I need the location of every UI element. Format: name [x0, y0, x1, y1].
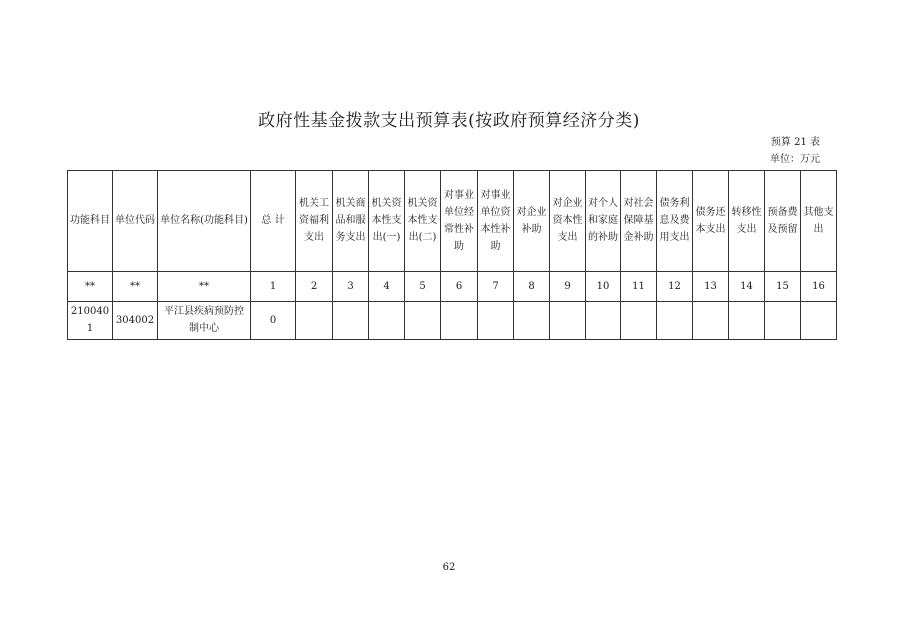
empty-cell [478, 301, 514, 339]
function-code-cell: 2100401 [68, 301, 113, 339]
header-cell: 单位名称(功能科目) [158, 171, 251, 272]
index-cell: 1 [251, 271, 296, 301]
index-cell: 5 [405, 271, 441, 301]
header-cell: 机关资本性支出(一) [369, 171, 405, 272]
header-cell: 对社会保障基金补助 [621, 171, 657, 272]
header-row [68, 171, 837, 272]
index-cell: 7 [478, 271, 514, 301]
index-row [68, 271, 837, 301]
header-cell: 转移性支出 [729, 171, 765, 272]
header-cell: 对企业资本性支出 [550, 171, 586, 272]
index-cell: ** [158, 271, 251, 301]
empty-cell [801, 301, 837, 339]
unit-label: 单位：万元 [770, 154, 820, 165]
page-number: 62 [442, 562, 456, 573]
index-cell: 13 [693, 271, 729, 301]
index-cell: 6 [441, 271, 478, 301]
index-cell: 9 [550, 271, 586, 301]
empty-cell [296, 301, 333, 339]
index-cell: ** [113, 271, 158, 301]
index-cell: 11 [621, 271, 657, 301]
index-cell: ** [68, 271, 113, 301]
total-cell: 0 [251, 301, 296, 339]
empty-cell [586, 301, 621, 339]
empty-cell [550, 301, 586, 339]
unit-name-cell: 平江县疾病预防控制中心 [158, 301, 251, 339]
index-cell: 3 [333, 271, 369, 301]
empty-cell [729, 301, 765, 339]
index-cell: 14 [729, 271, 765, 301]
index-cell: 2 [296, 271, 333, 301]
table-row [68, 301, 837, 339]
unit-code-cell: 304002 [113, 301, 158, 339]
header-cell: 总 计 [251, 171, 296, 272]
header-cell: 对事业单位资本性补助 [478, 171, 514, 272]
table-number: 预算 21 表 [770, 137, 820, 148]
empty-cell [693, 301, 729, 339]
header-cell: 债务还本支出 [693, 171, 729, 272]
empty-cell [514, 301, 550, 339]
header-cell: 机关工资福利支出 [296, 171, 333, 272]
header-cell: 其他支出 [801, 171, 837, 272]
header-cell: 机关商品和服务支出 [333, 171, 369, 272]
empty-cell [657, 301, 693, 339]
header-cell: 对事业单位经常性补助 [441, 171, 478, 272]
empty-cell [369, 301, 405, 339]
index-cell: 4 [369, 271, 405, 301]
index-cell: 8 [514, 271, 550, 301]
empty-cell [405, 301, 441, 339]
header-cell: 对个人和家庭的补助 [586, 171, 621, 272]
index-cell: 15 [765, 271, 801, 301]
header-cell: 预备费及预留 [765, 171, 801, 272]
empty-cell [333, 301, 369, 339]
header-cell: 单位代码 [113, 171, 158, 272]
index-cell: 12 [657, 271, 693, 301]
header-cell: 功能科目 [68, 171, 113, 272]
index-cell: 10 [586, 271, 621, 301]
page-title: 政府性基金拨款支出预算表(按政府预算经济分类) [258, 111, 640, 131]
empty-cell [441, 301, 478, 339]
empty-cell [765, 301, 801, 339]
index-cell: 16 [801, 271, 837, 301]
empty-cell [621, 301, 657, 339]
budget-table [67, 170, 837, 340]
header-cell: 对企业补助 [514, 171, 550, 272]
header-cell: 机关资本性支出(二) [405, 171, 441, 272]
header-cell: 债务利息及费用支出 [657, 171, 693, 272]
